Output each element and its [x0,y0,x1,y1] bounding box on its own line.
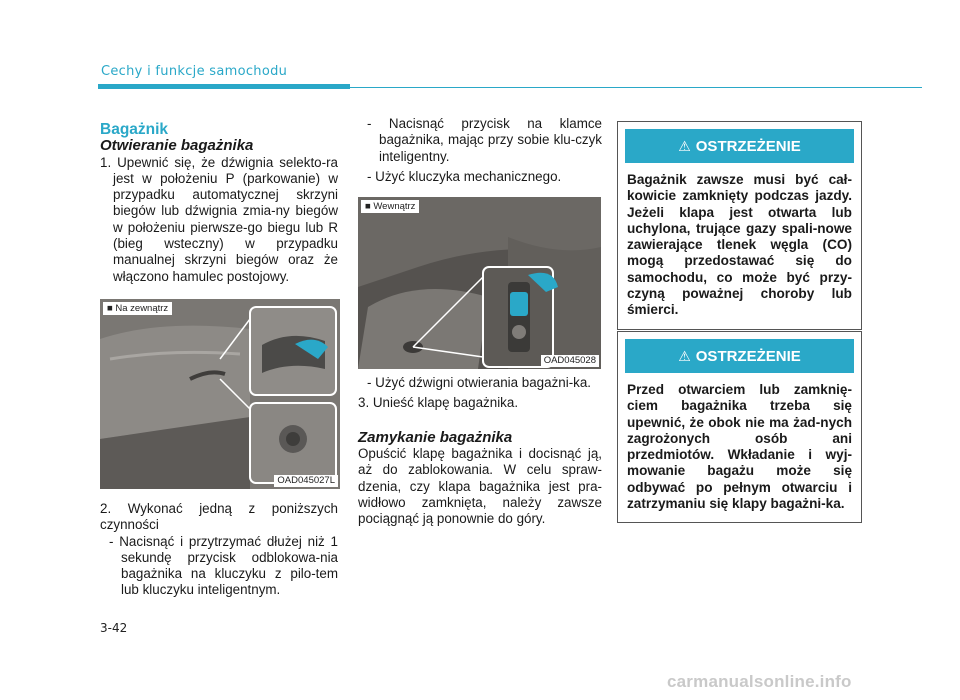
warning-triangle-icon: ⚠ [678,348,691,364]
option-4: - Użyć dźwigni otwierania bagażni-ka. [367,375,592,391]
step-2: 2. Wykonać jedną z poniższych czynności [100,500,338,533]
warning-title: OSTRZEŻENIE [695,138,801,155]
warning-header [625,339,854,373]
step-3: 3. Unieść klapę bagażnika. [358,395,519,411]
option-1: - Nacisnąć i przytrzymać dłużej niż 1 sekundę przycisk odblokowa-nia bagażnika na kluczyku z pilo-tem lub kluczyku inteligentnym. [109,533,338,598]
section-header: Cechy i funkcje samochodu [101,64,288,79]
column-middle [358,116,602,528]
page-title: Bagażnik [100,121,169,138]
figure-exterior-label: ■ Na zewnątrz [103,302,172,315]
opening-heading: Otwieranie bagażnika [100,137,254,155]
option-2: - Nacisnąć przycisk na klamce bagażnika, mając przy sobie klu-czyk inteligentny. [367,116,602,164]
warning-box-clearance [617,331,862,523]
warning-box-exhaust [617,121,862,330]
trunk-exterior-illustration [100,299,340,489]
step-1: 1. Upewnić się, że dźwignia selekto-ra jest w położeniu P (parkowanie) w przypadku automatycznej skrzyni biegów lub dźwignia zmia-ny biegów w położeniu pierwsze-go biegu lub R (bieg wsteczny) w przypadku manualnej skrzyni biegów oraz że włączono hamulec postojowy. [100,154,338,284]
warning-header [625,129,854,163]
figure-interior-label: ■ Wewnątrz [361,200,419,213]
figure-exterior-code: OAD045027L [274,475,338,487]
warning-text: Bagażnik zawsze musi być cał-kowicie zamknięty podczas jazdy. Jeżeli klapa jest otwarta lub uchylona, trujące gazy spali-nowe zawierające tlenek węgla (CO) mogą przedostawać się do samochodu, co może być przy-czyną poważnej choroby lub śmierci. [627,172,852,318]
warning-text: Przed otwarciem lub zamknię-ciem bagażnika trzeba się upewnić, że obok nie ma żad-nych zagrożonych osób ani przedmiotów. Wkładanie i wyj-mowanie bagażu może się odbywać po pełnym otwarciu i zatrzymaniu się klapy bagażni-ka. [627,382,852,512]
column-left [100,122,338,599]
header-rule-thick [98,84,350,89]
trunk-interior-illustration [358,197,601,369]
warning-title: OSTRZEŻENIE [695,348,801,365]
watermark: carmanualsonline.info [667,672,852,691]
closing-heading: Zamykanie bagażnika [358,428,513,446]
option-3: - Użyć kluczyka mechanicznego. [367,168,562,184]
header-rule-thin [350,87,922,88]
figure-interior [358,197,601,369]
figure-exterior [100,299,340,489]
closing-text: Opuścić klapę bagażnika i docisnąć ją, aż do zablokowania. W celu spraw-dzenia, czy klapa bagażnika jest pra-widłowo zamknięta, należy zawsze pociągnąć ją ponownie do góry. [358,446,602,527]
warning-triangle-icon: ⚠ [678,138,691,154]
page-number: 3-42 [100,621,128,635]
figure-interior-code: OAD045028 [541,355,599,367]
